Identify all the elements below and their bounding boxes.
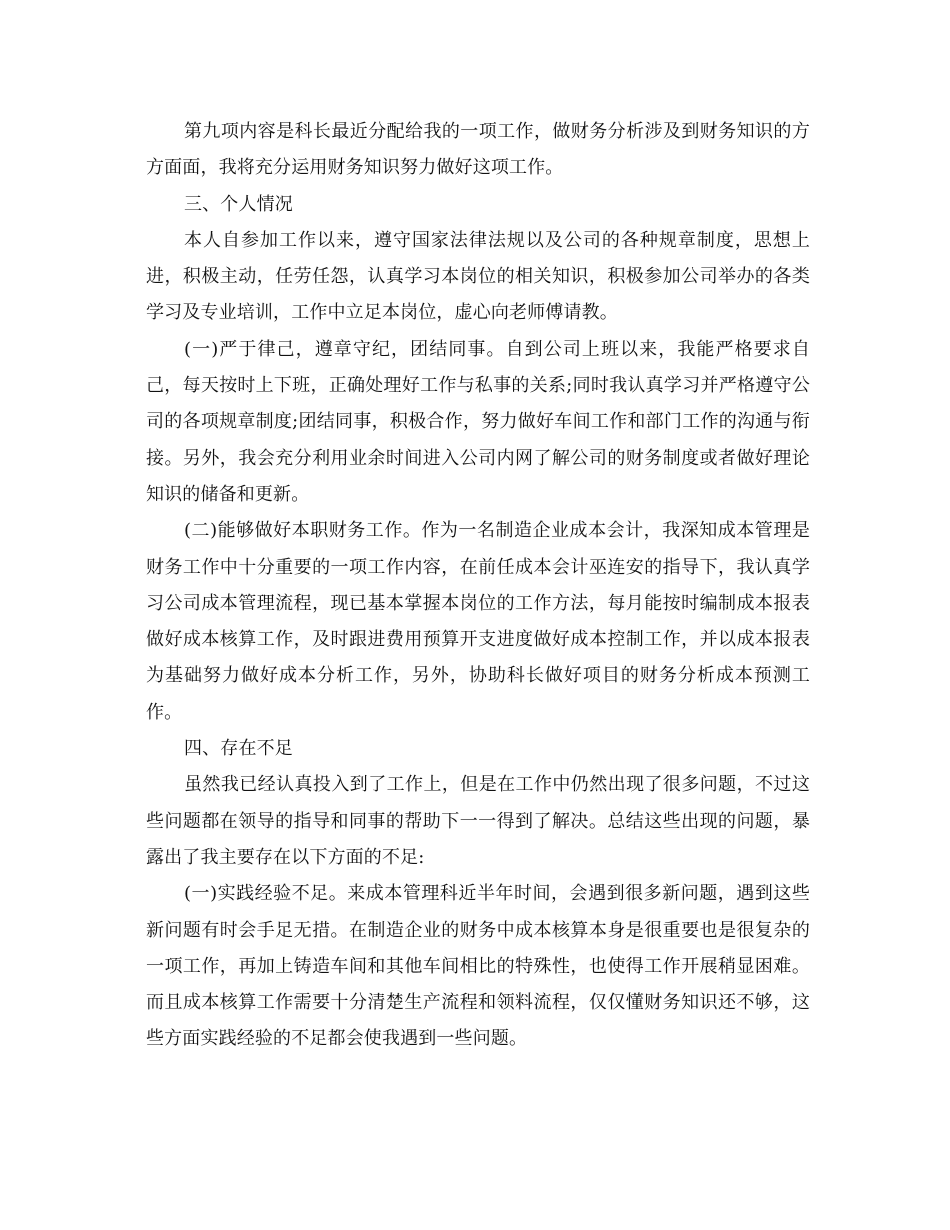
paragraph-personal-intro: 本人自参加工作以来，遵守国家法律法规以及公司的各种规章制度，思想上进，积极主动，任劳任怨，认真学习本岗位的相关知识，积极参加公司举办的各类学习及专业培训，工作中立足本岗位，虚心向老师傅请教。 xyxy=(146,229,810,324)
paragraph-shortcomings-intro: 虽然我已经认真投入到了工作上，但是在工作中仍然出现了很多问题，不过这些问题都在领导的指导和同事的帮助下一一得到了解决。总结这些出现的问题，暴露出了我主要存在以下方面的不足: xyxy=(146,774,810,868)
paragraph-finance-work: (二)能够做好本职财务工作。作为一名制造企业成本会计，我深知成本管理是财务工作中十分重要的一项工作内容，在前任成本会计巫连安的指导下，我认真学习公司成本管理流程，现已基本掌握本岗位的工作方法，每月能按时编制成本报表做好成本核算工作，及时跟进费用预算开支进度做好成本控制工作，并以成本报表为基础努力做好成本分析工作，另外，协助科长做好项目的财务分析成本预测工作。 xyxy=(146,520,810,723)
section-heading-personal: 三、个人情况 xyxy=(184,193,293,215)
paragraph-self-discipline: (一)严于律己，遵章守纪，团结同事。自到公司上班以来，我能严格要求自己，每天按时上下班，正确处理好工作与私事的关系;同时我认真学习并严格遵守公司的各项规章制度;团结同事，积极合作，努力做好车间工作和部门工作的沟通与衔接。另外，我会充分利用业余时间进入公司内网了解公司的财务制度或者做好理论知识的储备和更新。 xyxy=(146,338,810,505)
section-heading-shortcomings: 四、存在不足 xyxy=(184,738,293,760)
document-body xyxy=(146,114,810,1058)
paragraph-task-nine: 第九项内容是科长最近分配给我的一项工作，做财务分析涉及到财务知识的方方面面，我将充分运用财务知识努力做好这项工作。 xyxy=(146,121,810,179)
paragraph-lack-experience: (一)实践经验不足。来成本管理科近半年时间，会遇到很多新问题，遇到这些新问题有时会手足无措。在制造企业的财务中成本核算本身是很重要也是很复杂的一项工作，再加上铸造车间和其他车间相比的特殊性，也使得工作开展稍显困难。而且成本核算工作需要十分清楚生产流程和领料流程，仅仅懂财务知识还不够，这些方面实践经验的不足都会使我遇到一些问题。 xyxy=(146,883,810,1050)
